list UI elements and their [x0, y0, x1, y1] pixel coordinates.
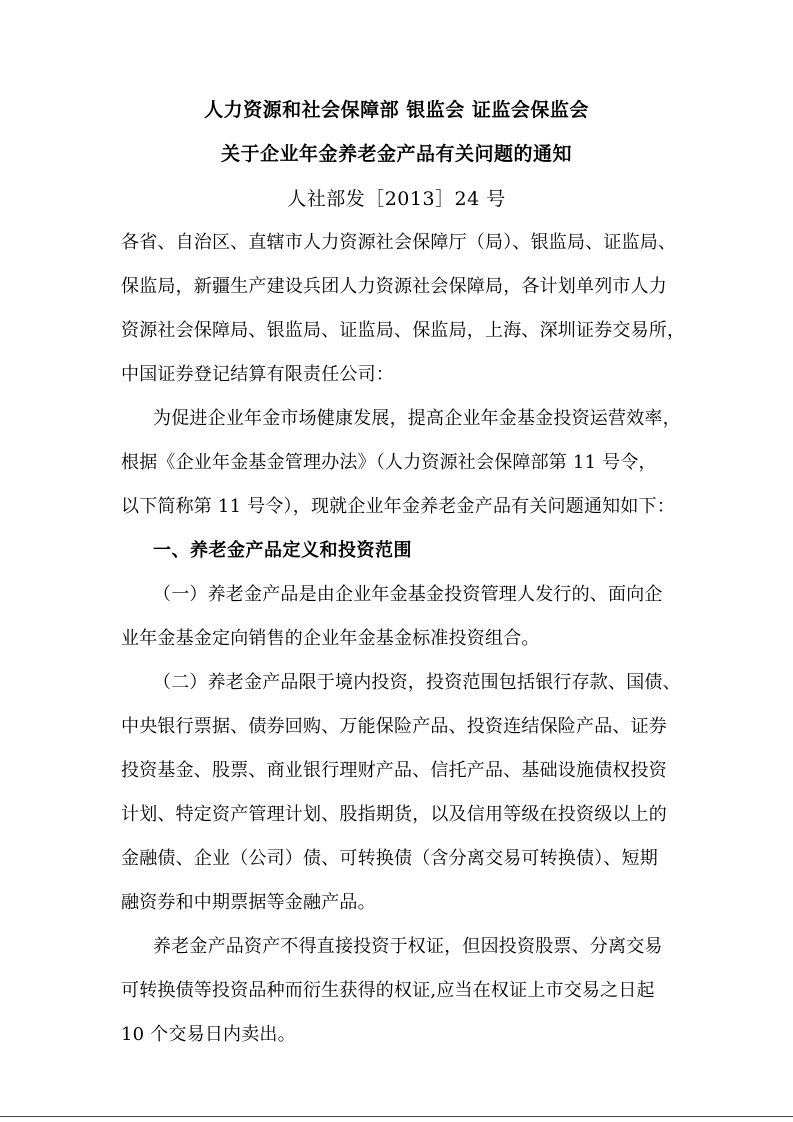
document-number: 人社部发［2013］24 号: [287, 188, 506, 210]
addressee-line: 各省、自治区、直辖市人力资源社会保障厅（局）、银监局、证监局、: [121, 232, 677, 253]
paragraph-line: 金融债、企业（公司）债、可转换债（含分离交易可转换债）、短期: [121, 848, 658, 869]
document-title-issuers: 人力资源和社会保障部 银监会 证监会保监会: [204, 99, 589, 121]
addressee-line: 中国证券登记结算有限责任公司：: [121, 364, 394, 385]
section-heading: 一、养老金产品定义和投资范围: [153, 540, 412, 561]
page-bottom-rule: [0, 1116, 793, 1117]
document-title-subject: 关于企业年金养老金产品有关问题的通知: [220, 143, 572, 165]
addressee-line: 资源社会保障局、银监局、证监局、保监局，上海、深圳证券交易所，: [121, 320, 686, 341]
paragraph-line: 中央银行票据、债券回购、万能保险产品、投资连结保险产品、证券: [121, 716, 667, 737]
paragraph-line: 计划、特定资产管理计划、股指期货，以及信用等级在投资级以上的: [121, 804, 667, 825]
paragraph-line: 为促进企业年金市场健康发展，提高企业年金基金投资运营效率，: [153, 408, 681, 429]
paragraph-line: 根据《企业年金基金管理办法》（人力资源社会保障部第 11 号令，: [121, 452, 657, 473]
addressee-line: 保监局，新疆生产建设兵团人力资源社会保障局，各计划单列市人力: [121, 276, 667, 297]
paragraph-line: 可转换债等投资品种而衍生获得的权证,应当在权证上市交易之日起: [121, 980, 655, 1001]
paragraph-line: （一）养老金产品是由企业年金基金投资管理人发行的、面向企: [153, 584, 663, 605]
paragraph-line: 投资基金、股票、商业银行理财产品、信托产品、基础设施债权投资: [121, 760, 667, 781]
paragraph-line: 10 个交易日内卖出。: [121, 1024, 296, 1045]
paragraph-line: 以下简称第 11 号令），现就企业年金养老金产品有关问题通知如下：: [121, 496, 675, 517]
paragraph-line: 业年金基金定向销售的企业年金基金标准投资组合。: [121, 628, 540, 649]
paragraph-line: 养老金产品资产不得直接投资于权证，但因投资股票、分离交易: [153, 936, 663, 957]
paragraph-line: 融资券和中期票据等金融产品。: [121, 892, 376, 913]
paragraph-line: （二）养老金产品限于境内投资，投资范围包括银行存款、国债、: [153, 672, 681, 693]
